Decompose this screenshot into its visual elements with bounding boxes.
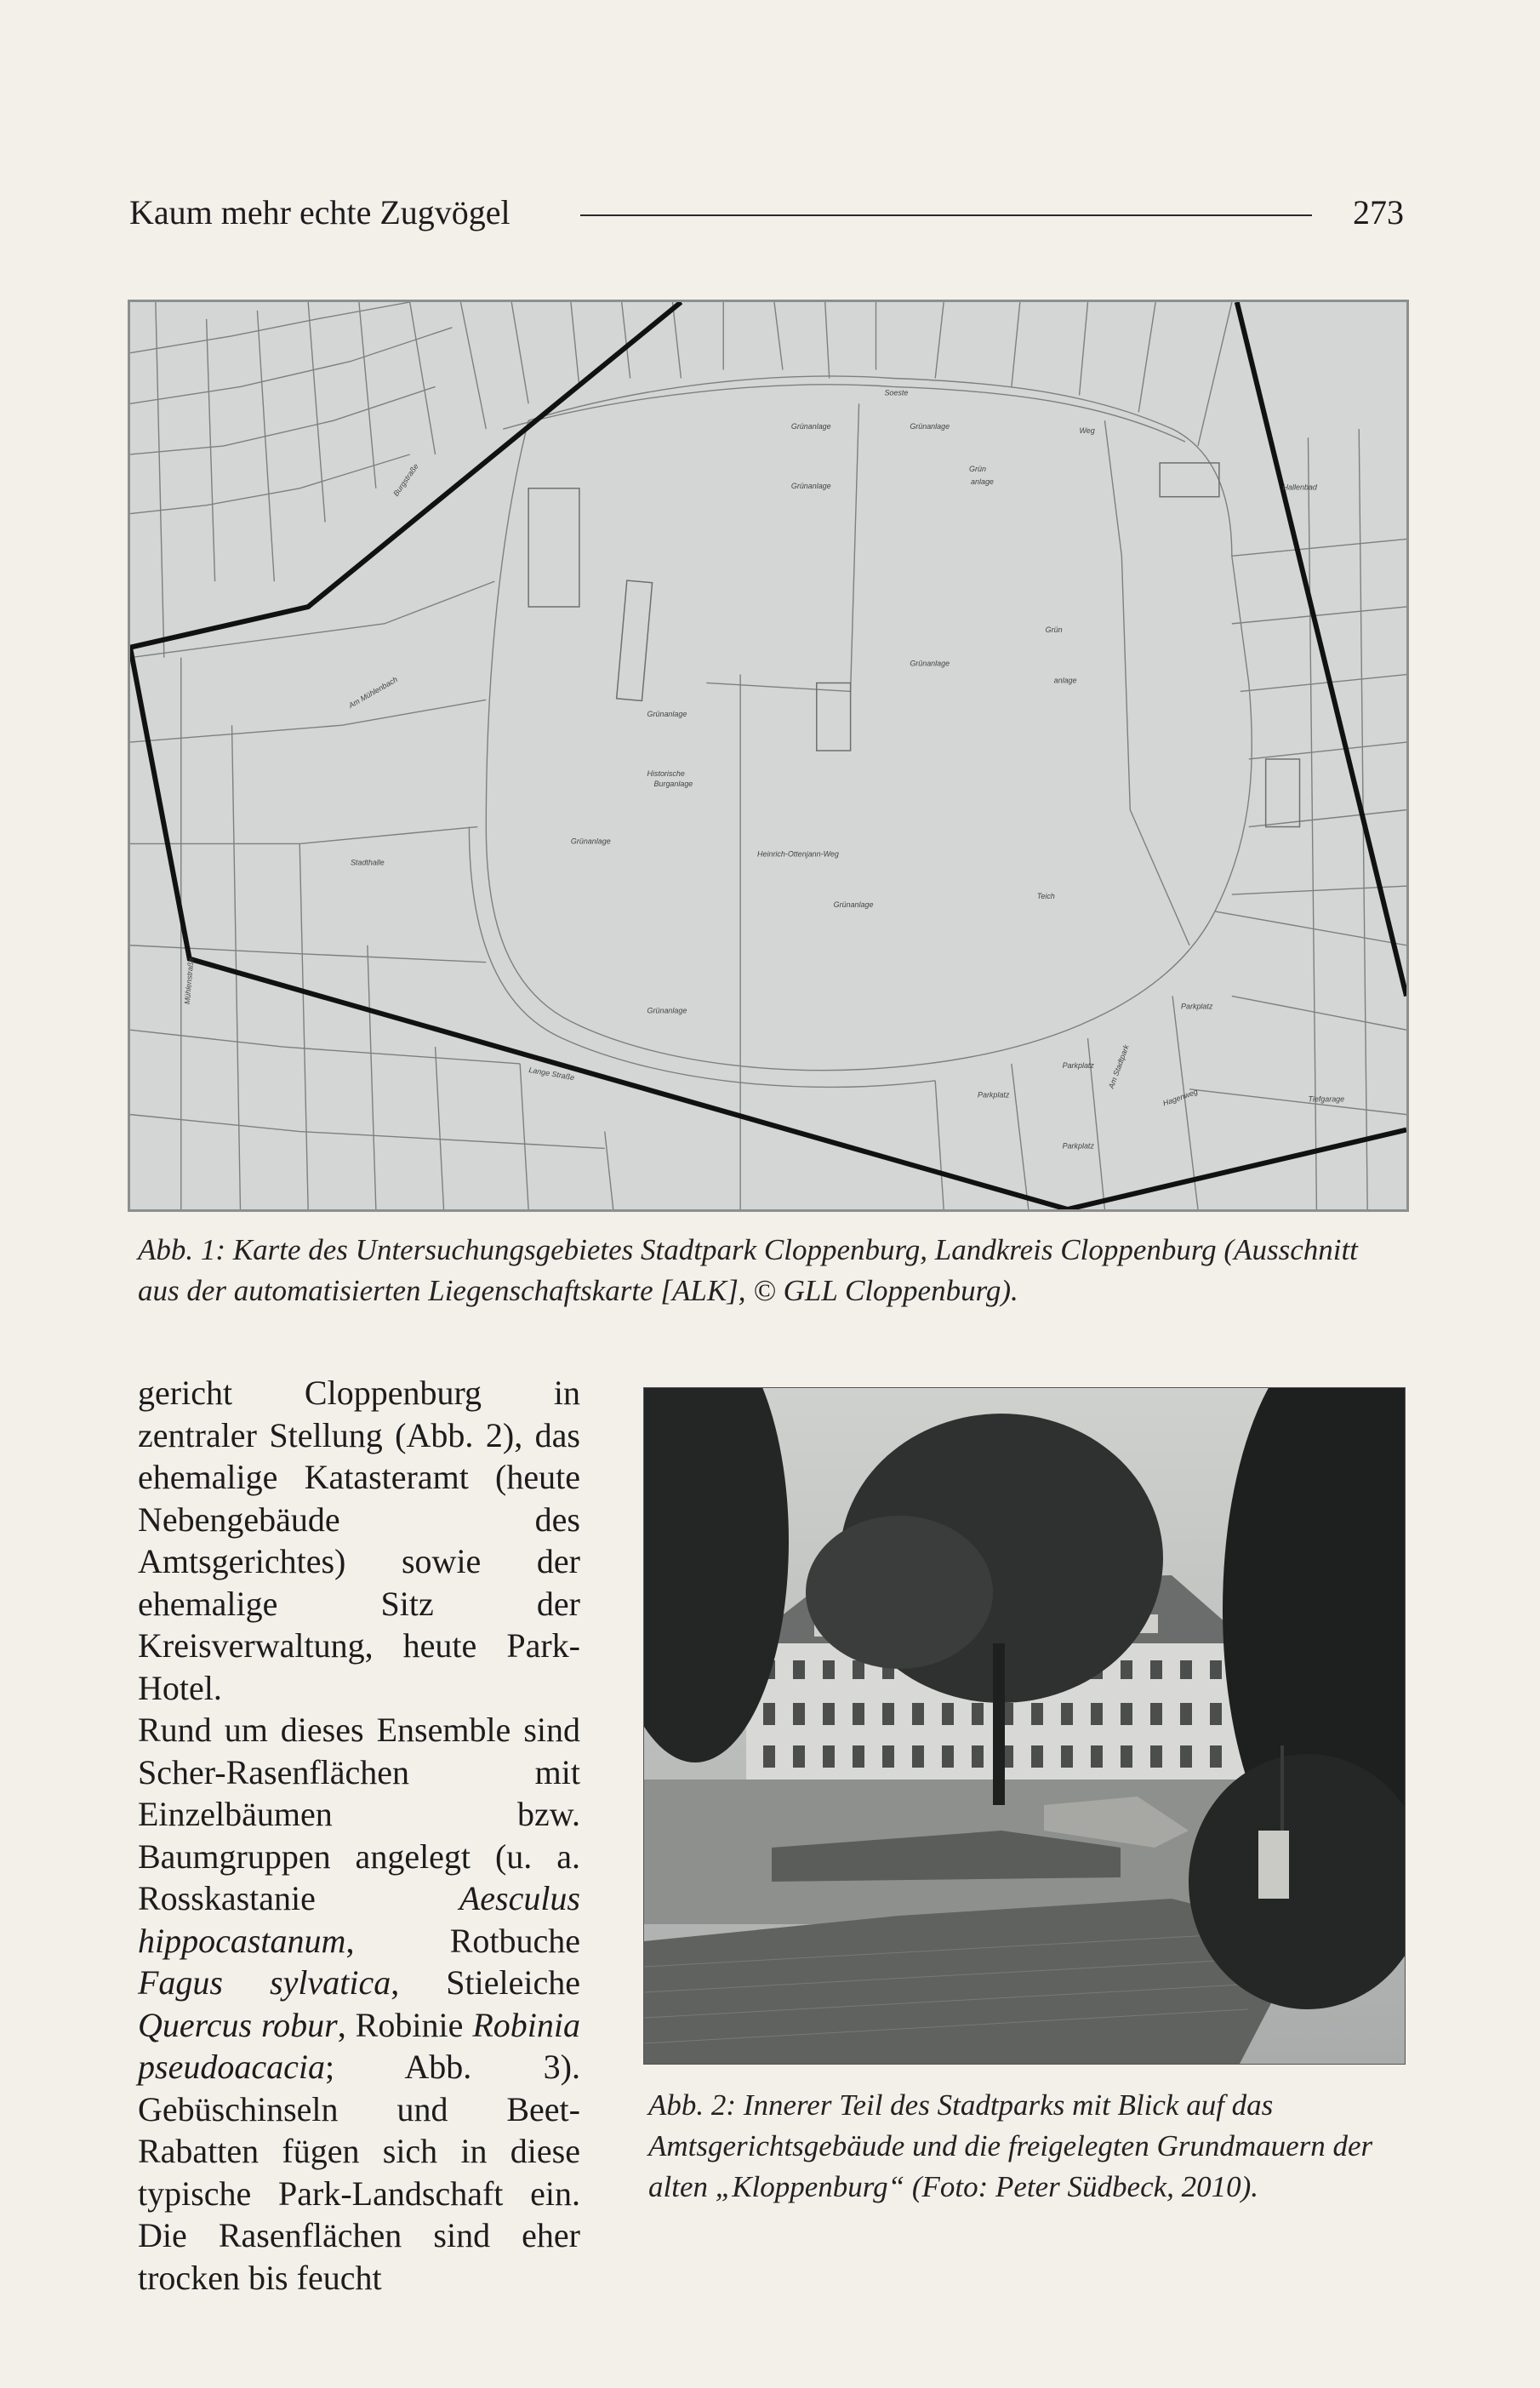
map-label-gruenanlage-3: Grünanlage <box>790 481 831 490</box>
map-label-anlage-2: anlage <box>1053 676 1077 685</box>
map-label-am-muehlenbach: Am Mühlenbach <box>346 675 399 711</box>
body-text-run: , Rotbuche <box>345 1921 580 1960</box>
map-label-gruenanlage-5: Grünanlage <box>647 710 687 719</box>
header-rule <box>580 214 1312 216</box>
species-name: Fagus sylvatica <box>138 1963 391 2002</box>
body-text-run: , Robinie <box>337 2005 473 2044</box>
body-text-column <box>138 1372 580 2299</box>
body-paragraph-1: gericht Cloppenburg in zentraler Stellung (Abb. 2), das ehemalige Katasteramt (heute Nebengebäude des Amtsgerichtes) sowie der ehemalige Sitz der Kreisverwaltung, heute Park-Hotel. <box>138 1374 580 1707</box>
map-label-gruenanlage-7: Grünanlage <box>833 900 874 909</box>
map-label-lange-strasse: Lange Straße <box>528 1065 575 1083</box>
map-label-gruen: Grün <box>969 464 986 473</box>
species-name: Aesculus hippocastanum <box>138 1879 580 1960</box>
map-label-am-stadtpark: Am Stadtpark <box>1106 1043 1131 1090</box>
map-label-gruenanlage-1: Grünanlage <box>790 422 831 431</box>
species-name: Quercus robur <box>138 2005 338 2044</box>
map-label-gruenanlage-4: Grünanlage <box>910 659 950 668</box>
map-label-soeste: Soeste <box>884 388 909 397</box>
map-label-muehlenstrasse: Mühlenstraße <box>182 957 196 1005</box>
map-label-burgstrasse: Burgstraße <box>391 461 420 498</box>
figure-1-caption: Abb. 1: Karte des Untersuchungsgebietes Stadtpark Cloppenburg, Landkreis Cloppenburg (Ausschnitt aus der automatisierten Liegenschaftskarte [ALK], © GLL Cloppenburg). <box>138 1233 1358 1307</box>
map-label-heinrich-weg: Heinrich-Ottenjann-Weg <box>757 849 839 859</box>
body-text-run: ; Abb. 3). Gebüschinseln und Beet-Rabatten fügen sich in diese typische Park-Landschaft ein. Die Rasenflächen sind eher trocken bis feucht <box>138 2048 580 2297</box>
running-header <box>129 189 1404 240</box>
body-text-run: , Stieleiche <box>391 1963 581 2002</box>
map-label-tiefgarage: Tiefgarage <box>1308 1094 1345 1104</box>
map-label-gruenanlage-2: Grünanlage <box>910 422 950 431</box>
map-label-anlage: anlage <box>971 477 994 486</box>
map-label-parkplatz-2: Parkplatz <box>978 1090 1010 1100</box>
park-photo-drawing <box>644 1388 1405 2064</box>
map-label-parkplatz-4: Parkplatz <box>1062 1141 1094 1151</box>
map-label-hagenweg: Hagenweg <box>1161 1087 1200 1108</box>
body-paragraph-2 <box>138 1709 580 2299</box>
figure-2-caption: Abb. 2: Innerer Teil des Stadtparks mit Blick auf das Amtsgerichtsgebäude und die freigelegten Grundmauern der alten „Kloppenburg“ (Foto: Peter Südbeck, 2010). <box>648 2088 1373 2203</box>
figure-2-photo <box>643 1387 1406 2065</box>
figure-1-map <box>128 300 1409 1212</box>
page-number: 273 <box>1353 193 1404 231</box>
species-name: Robinia pseudoacacia <box>138 2005 580 2086</box>
map-label-gruenanlage-8: Grünanlage <box>647 1006 687 1015</box>
map-label-parkplatz-1: Parkplatz <box>1181 1002 1213 1011</box>
cadastral-map-drawing <box>130 302 1406 1209</box>
map-label-gruen-2: Grün <box>1045 625 1063 634</box>
map-label-teich: Teich <box>1036 892 1055 901</box>
map-label-parkplatz-3: Parkplatz <box>1062 1060 1094 1070</box>
body-text-run: Rund um dieses Ensemble sind Scher-Rasenflächen mit Einzelbäumen bzw. Baumgruppen angelegt (u. a. Rosskastanie <box>138 1711 580 1917</box>
map-label-stadthalle: Stadthalle <box>350 858 385 867</box>
map-label-burganlage: Burganlage <box>653 779 693 788</box>
map-label-hallenbad: Hallenbad <box>1282 483 1317 492</box>
map-label-gruenanlage-6: Grünanlage <box>570 837 611 846</box>
chapter-title: Kaum mehr echte Zugvögel <box>129 193 510 231</box>
map-label-weg: Weg <box>1079 426 1095 436</box>
map-label-historische: Historische <box>647 768 685 778</box>
